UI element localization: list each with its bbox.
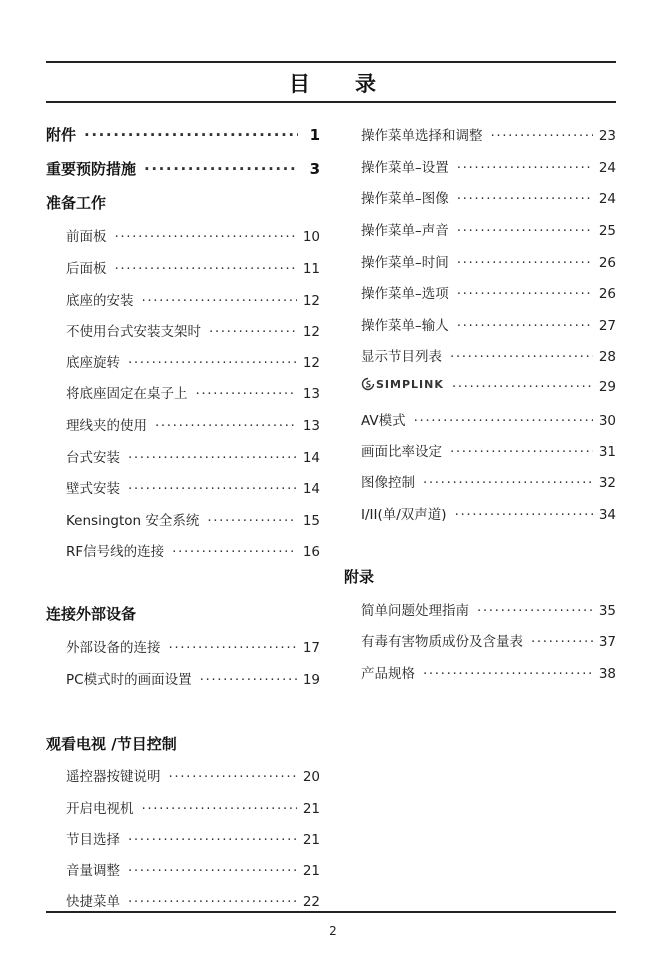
toc-entry[interactable]	[66, 414, 320, 434]
toc-entry-page: 16	[302, 544, 320, 560]
toc-entry-page: 12	[302, 355, 320, 371]
leader-dots	[457, 318, 593, 334]
toc-entry-page: 13	[302, 418, 320, 434]
section-heading: 观看电视 /节目控制	[46, 735, 177, 753]
toc-entry-label: 音量调整	[66, 863, 120, 879]
toc-entry-page: 28	[598, 349, 616, 365]
toc-entry-page: 19	[302, 672, 320, 688]
toc-entry-page: 35	[598, 603, 616, 619]
leader-dots	[142, 293, 297, 309]
toc-entry[interactable]	[361, 187, 616, 207]
toc-entry-label: RF信号线的连接	[66, 544, 165, 560]
toc-entry[interactable]	[66, 509, 320, 529]
toc-entry[interactable]	[66, 765, 320, 785]
toc-entry[interactable]	[361, 314, 616, 334]
toc-entry-label: AV模式	[361, 413, 406, 429]
leader-dots	[128, 450, 297, 466]
toc-entry[interactable]	[361, 345, 616, 365]
leader-dots	[128, 355, 297, 371]
toc-entry-label: 有毒有害物质成份及含量表	[361, 634, 523, 650]
leader-dots	[457, 255, 593, 271]
leader-dots	[128, 832, 297, 848]
leader-dots	[169, 640, 297, 656]
leader-dots	[142, 801, 297, 817]
toc-entry[interactable]	[66, 382, 320, 402]
simplink-label: SIMPLINK	[376, 377, 444, 391]
section-heading: 准备工作	[46, 194, 107, 212]
toc-entry[interactable]	[66, 446, 320, 466]
toc-entry-label: 操作菜单选择和调整	[361, 128, 483, 144]
toc-entry[interactable]	[361, 630, 616, 650]
toc-entry-page: 10	[302, 229, 320, 245]
toc-entry-label: 后面板	[66, 261, 107, 277]
toc-entry-label: 不使用台式安装支架时	[66, 324, 201, 340]
toc-entry[interactable]	[66, 225, 320, 245]
top-rule	[46, 61, 616, 63]
toc-entry-page: 29	[598, 379, 616, 395]
toc-entry-label: 画面比率设定	[361, 444, 442, 460]
leader-dots	[457, 286, 593, 302]
toc-entry-page: 11	[302, 261, 320, 277]
toc-entry[interactable]	[66, 828, 320, 848]
page-number: 2	[329, 924, 337, 938]
toc-entry-label: 操作菜单–图像	[361, 191, 449, 207]
toc-entry-page: 14	[302, 481, 320, 497]
leader-dots	[200, 672, 297, 688]
toc-entry-page: 26	[598, 255, 616, 271]
toc-entry[interactable]	[361, 251, 616, 271]
toc-entry[interactable]	[66, 636, 320, 656]
toc-entry-page: 21	[302, 863, 320, 879]
toc-entry[interactable]	[66, 477, 320, 497]
toc-entry-label: 前面板	[66, 229, 107, 245]
toc-entry-page: 3	[309, 160, 320, 178]
leader-dots	[155, 418, 297, 434]
leader-dots	[450, 444, 593, 460]
toc-entry-page: 37	[598, 634, 616, 650]
toc-entry-page: 15	[302, 513, 320, 529]
toc-entry[interactable]	[361, 471, 616, 491]
toc-entry[interactable]	[66, 289, 320, 309]
toc-entry[interactable]	[46, 158, 320, 179]
toc-entry-page: 21	[302, 801, 320, 817]
toc-entry-page: 31	[598, 444, 616, 460]
toc-entry-page: 1	[309, 126, 320, 144]
toc-entry-label: 快捷菜单	[66, 894, 120, 910]
toc-entry-label: 外部设备的连接	[66, 640, 161, 656]
toc-entry[interactable]	[66, 797, 320, 817]
toc-entry[interactable]	[361, 409, 616, 429]
leader-dots	[172, 544, 297, 560]
toc-entry-label: 台式安装	[66, 450, 120, 466]
leader-dots	[196, 386, 297, 402]
toc-entry-label: 操作菜单–设置	[361, 160, 449, 176]
toc-entry-page: 38	[598, 666, 616, 682]
toc-entry-page: 34	[598, 507, 616, 523]
toc-entry[interactable]	[361, 599, 616, 619]
toc-entry-label: Kensington 安全系统	[66, 513, 200, 529]
toc-entry-label: 操作菜单–声音	[361, 223, 449, 239]
section-heading: 附录	[344, 568, 375, 586]
toc-entry-label: 产品规格	[361, 666, 415, 682]
toc-entry[interactable]	[361, 503, 616, 523]
toc-entry-label: 壁式安装	[66, 481, 120, 497]
toc-entry-label: PC模式时的画面设置	[66, 672, 192, 688]
leader-dots	[491, 128, 593, 144]
section-heading: 连接外部设备	[46, 605, 137, 623]
toc-entry-label: 操作菜单–时间	[361, 255, 449, 271]
toc-entry[interactable]	[66, 257, 320, 277]
toc-entry-page: 22	[302, 894, 320, 910]
toc-entry-label: 底座的安装	[66, 293, 134, 309]
simplink-logo	[361, 377, 444, 391]
toc-entry-label: 重要预防措施	[46, 160, 137, 178]
toc-entry-page: 26	[598, 286, 616, 302]
toc-entry-page: 12	[302, 293, 320, 309]
leader-dots	[115, 229, 297, 245]
toc-entry-page: 14	[302, 450, 320, 466]
toc-entry-label: 理线夹的使用	[66, 418, 147, 434]
toc-entry-page: 30	[598, 413, 616, 429]
simplink-icon	[361, 377, 375, 391]
leader-dots	[128, 863, 297, 879]
leader-dots	[450, 349, 593, 365]
toc-entry[interactable]	[361, 662, 616, 682]
leader-dots	[477, 603, 593, 619]
toc-entry-label: 显示节目列表	[361, 349, 442, 365]
toc-entry-label: 操作菜单–输人	[361, 318, 449, 334]
toc-entry-page: 17	[302, 640, 320, 656]
leader-dots	[457, 160, 593, 176]
toc-entry-label: 底座旋转	[66, 355, 120, 371]
leader-dots	[414, 413, 593, 429]
toc-entry-label: 操作菜单–选项	[361, 286, 449, 302]
toc-entry[interactable]	[66, 351, 320, 371]
toc-entry-page: 23	[598, 128, 616, 144]
leader-dots	[128, 481, 297, 497]
leader-dots	[423, 475, 593, 491]
toc-entry[interactable]	[361, 377, 616, 395]
leader-dots	[144, 160, 298, 178]
toc-entry-page: 27	[598, 318, 616, 334]
toc-entry-label: 简单问题处理指南	[361, 603, 469, 619]
leader-dots	[115, 261, 297, 277]
leader-dots	[452, 379, 593, 395]
leader-dots	[209, 324, 297, 340]
toc-entry-page: 24	[598, 191, 616, 207]
page-title	[0, 68, 666, 98]
toc-entry[interactable]	[361, 156, 616, 176]
toc-entry-page: 20	[302, 769, 320, 785]
toc-entry-label: I/II(单/双声道)	[361, 507, 447, 523]
leader-dots	[423, 666, 593, 682]
toc-entry[interactable]	[361, 440, 616, 460]
toc-entry[interactable]	[66, 859, 320, 879]
toc-entry-label: 开启电视机	[66, 801, 134, 817]
toc-entry-page: 21	[302, 832, 320, 848]
toc-entry-label: 节目选择	[66, 832, 120, 848]
leader-dots	[457, 191, 593, 207]
toc-entry[interactable]	[66, 890, 320, 910]
title-char-1: 目	[289, 72, 310, 96]
title-char-2: 录	[355, 72, 376, 96]
toc-entry[interactable]	[361, 124, 616, 144]
leader-dots	[84, 126, 298, 144]
title-rule	[46, 101, 616, 103]
toc-entry[interactable]	[66, 668, 320, 688]
toc-entry-page: 24	[598, 160, 616, 176]
toc-entry-page: 25	[598, 223, 616, 239]
leader-dots	[169, 769, 297, 785]
toc-entry-label: 将底座固定在桌子上	[66, 386, 188, 402]
toc-entry[interactable]	[361, 219, 616, 239]
toc-entry-label: 遥控器按键说明	[66, 769, 161, 785]
toc-entry-label: 附件	[46, 126, 77, 144]
leader-dots	[455, 507, 593, 523]
toc-entry-page: 32	[598, 475, 616, 491]
toc-entry[interactable]	[46, 124, 320, 145]
toc-entry[interactable]	[361, 282, 616, 302]
leader-dots	[531, 634, 593, 650]
toc-entry[interactable]	[66, 320, 320, 340]
leader-dots	[207, 513, 296, 529]
bottom-rule	[46, 911, 616, 913]
toc-entry[interactable]	[66, 540, 320, 560]
toc-entry-page: 12	[302, 324, 320, 340]
leader-dots	[457, 223, 593, 239]
leader-dots	[128, 894, 297, 910]
toc-entry-page: 13	[302, 386, 320, 402]
toc-entry-label: 图像控制	[361, 475, 415, 491]
